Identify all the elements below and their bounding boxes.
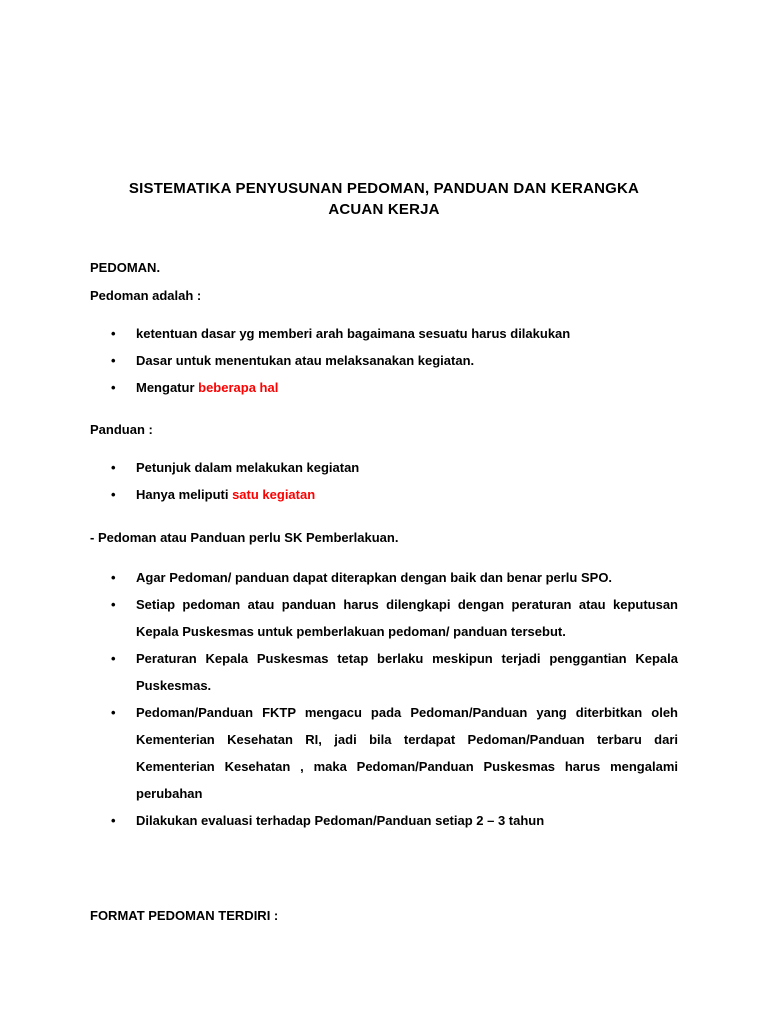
bullet-icon: • bbox=[111, 705, 116, 720]
bullet-icon: • bbox=[111, 353, 116, 368]
title-line-2: ACUAN KERJA bbox=[328, 201, 440, 218]
bullet-icon: • bbox=[111, 487, 116, 502]
list-item-text: Dilakukan evaluasi terhadap Pedoman/Panduan setiap 2 – 3 tahun bbox=[136, 813, 545, 828]
pedoman-list bbox=[90, 320, 678, 401]
list-item bbox=[90, 374, 678, 401]
bullet-icon: • bbox=[111, 651, 116, 666]
sk-list bbox=[90, 564, 678, 834]
panduan-list bbox=[90, 454, 678, 508]
list-item bbox=[90, 454, 678, 481]
list-item-text: Dasar untuk menentukan atau melaksanakan kegiatan. bbox=[136, 353, 475, 368]
list-item bbox=[90, 347, 678, 374]
list-item bbox=[90, 481, 678, 508]
pedoman-intro: Pedoman adalah : bbox=[90, 288, 202, 303]
list-item bbox=[90, 564, 678, 591]
document-title bbox=[90, 178, 678, 220]
panduan-intro: Panduan : bbox=[90, 422, 153, 437]
format-heading: FORMAT PEDOMAN TERDIRI : bbox=[90, 908, 279, 923]
bullet-icon: • bbox=[111, 597, 116, 612]
bullet-icon: • bbox=[111, 326, 116, 341]
highlight-text: beberapa hal bbox=[198, 380, 279, 395]
list-item-text: Peraturan Kepala Puskesmas tetap berlaku meskipun terjadi penggantian Kepala Puskesmas. bbox=[136, 651, 678, 693]
pedoman-heading: PEDOMAN. bbox=[90, 260, 161, 275]
list-item bbox=[90, 591, 678, 645]
list-item bbox=[90, 807, 678, 834]
bullet-icon: • bbox=[111, 813, 116, 828]
list-item-text: Setiap pedoman atau panduan harus dilengkapi dengan peraturan atau keputusan Kepala Puskesmas untuk pemberlakuan pedoman/ panduan tersebut. bbox=[136, 597, 678, 639]
bullet-icon: • bbox=[111, 570, 116, 585]
list-item-text: Mengatur bbox=[136, 380, 199, 395]
list-item-text: Agar Pedoman/ panduan dapat diterapkan dengan baik dan benar perlu SPO. bbox=[136, 570, 613, 585]
highlight-text: satu kegiatan bbox=[232, 487, 316, 502]
list-item-text: Petunjuk dalam melakukan kegiatan bbox=[136, 460, 360, 475]
list-item-text: Hanya meliputi bbox=[136, 487, 233, 502]
list-item-text: ketentuan dasar yg memberi arah bagaimana sesuatu harus dilakukan bbox=[136, 326, 571, 341]
title-line-1: SISTEMATIKA PENYUSUNAN PEDOMAN, PANDUAN DAN KERANGKA bbox=[128, 180, 640, 197]
sk-requirement-line: - Pedoman atau Panduan perlu SK Pemberlakuan. bbox=[90, 530, 399, 545]
list-item-text: Pedoman/Panduan FKTP mengacu pada Pedoman/Panduan yang diterbitkan oleh Kementerian Kesehatan RI, jadi bila terdapat Pedoman/Panduan terbaru dari Kementerian Kesehatan , maka Pedoman/Panduan Puskesmas harus mengalami perubahan bbox=[136, 705, 678, 801]
list-item bbox=[90, 645, 678, 699]
bullet-icon: • bbox=[111, 380, 116, 395]
list-item bbox=[90, 699, 678, 807]
list-item bbox=[90, 320, 678, 347]
bullet-icon: • bbox=[111, 460, 116, 475]
